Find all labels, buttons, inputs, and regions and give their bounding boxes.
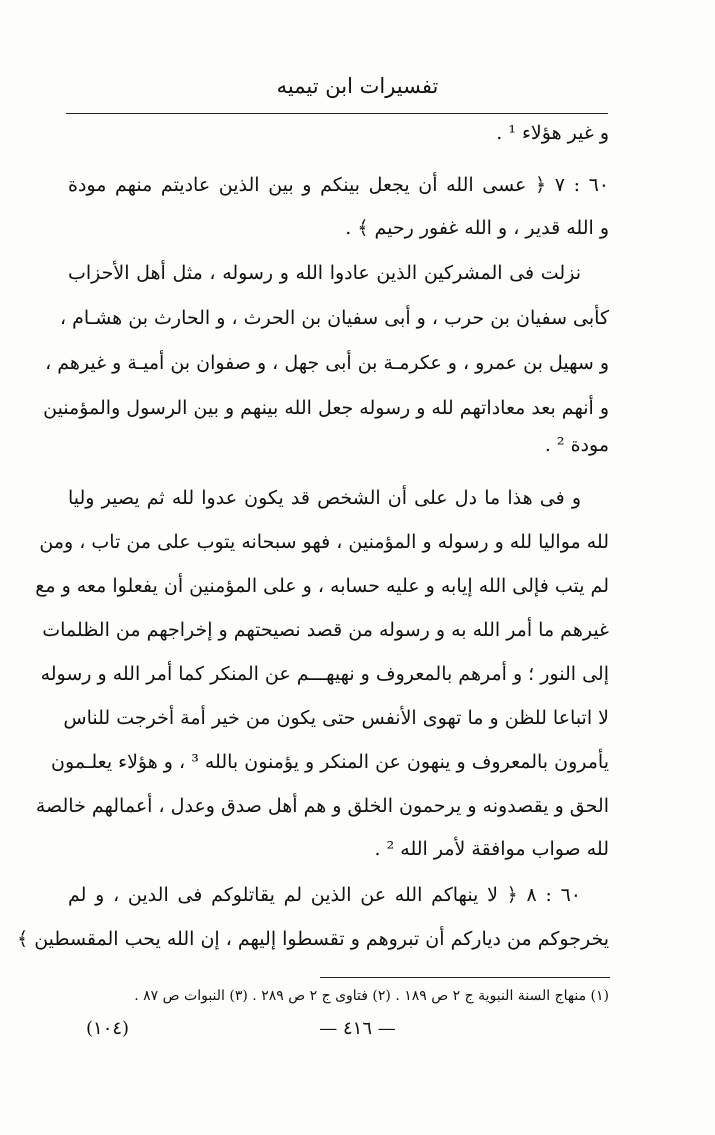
text-line: لم يتب فإلى الله إيابه و عليه حسابه ، و على المؤمنين أن يفعلوا معه و مع: [35, 575, 609, 597]
text-line: لله مواليا لله و رسوله و المؤمنين ، فهو سبحانه يتوب على من تاب ، ومن: [39, 531, 609, 553]
verse-line: و الله قدير ، و الله غفور رحيم ﴾ .: [345, 217, 609, 239]
sheet-number: (١٠٤): [86, 1018, 130, 1039]
text-line: إلى النور ؛ و أمرهم بالمعروف و نهيهـــم عن المنكر كما أمر الله و رسوله: [40, 663, 609, 685]
verse-line: ٦٠ : ٧ ﴿ عسى الله أن يجعل بينكم و بين الذين عاديتم منهم مودة: [68, 174, 610, 196]
text-line: نزلت فى المشركين الذين عادوا الله و رسوله ، مثل أهل الأحزاب: [68, 262, 581, 284]
verse-line: يخرجوكم من دياركم أن تبروهم و تقسطوا إليهم ، إن الله يحب المقسطين ﴾: [17, 928, 609, 950]
verse-line: ٦٠ : ٨ ﴿ لا ينهاكم الله عن الذين لم يقاتلوكم فى الدين ، و لم: [68, 884, 581, 906]
text-line: و أنهم بعد معاداتهم لله و رسوله جعل الله بينهم و بين الرسول والمؤمنين: [43, 397, 609, 419]
text-line: و غير هؤلاء ¹ .: [496, 122, 609, 144]
footnotes: (١) منهاج السنة النبوية ج ٢ ص ١٨٩ . (٢) فتاوى ج ٢ ص ٢٨٩ . (٣) النبوات ص ٨٧ .: [134, 988, 609, 1004]
text-line: كأبى سفيان بن حرب ، و أبى سفيان بن الحرث ، و الحارث بن هشـام ،: [59, 307, 609, 329]
text-line: و سهيل بن عمرو ، و عكرمـة بن أبى جهل ، و صفوان بن أميـة و غيرهم ،: [45, 352, 609, 374]
text-line: مودة ² .: [544, 434, 609, 456]
text-line: غيرهم ما أمر الله به و رسوله من قصد نصيحتهم و إخراجهم من الظلمات: [42, 619, 609, 641]
header-rule: [66, 113, 608, 114]
text-line: الحق و يقصدونه و يرحمون الخلق و هم أهل صدق وعدل ، أعمالهم خالصة: [35, 795, 609, 817]
text-line: لا اتباعا للظن و ما تهوى الأنفس حتى يكون من خير أمة أخرجت للناس: [63, 707, 609, 729]
text-line: و فى هذا ما دل على أن الشخص قد يكون عدوا لله ثم يصير وليا: [68, 487, 581, 509]
text-line: يأمرون بالمعروف و ينهون عن المنكر و يؤمنون بالله ³ ، و هؤلاء يعلـمون: [51, 751, 609, 773]
footnote-rule: [320, 977, 610, 978]
running-header-title: تفسيرات ابن تيميه: [276, 74, 439, 98]
page-number: — ٤١٦ —: [319, 1018, 396, 1039]
text-line: لله صواب موافقة لأمر الله ² .: [374, 838, 609, 860]
